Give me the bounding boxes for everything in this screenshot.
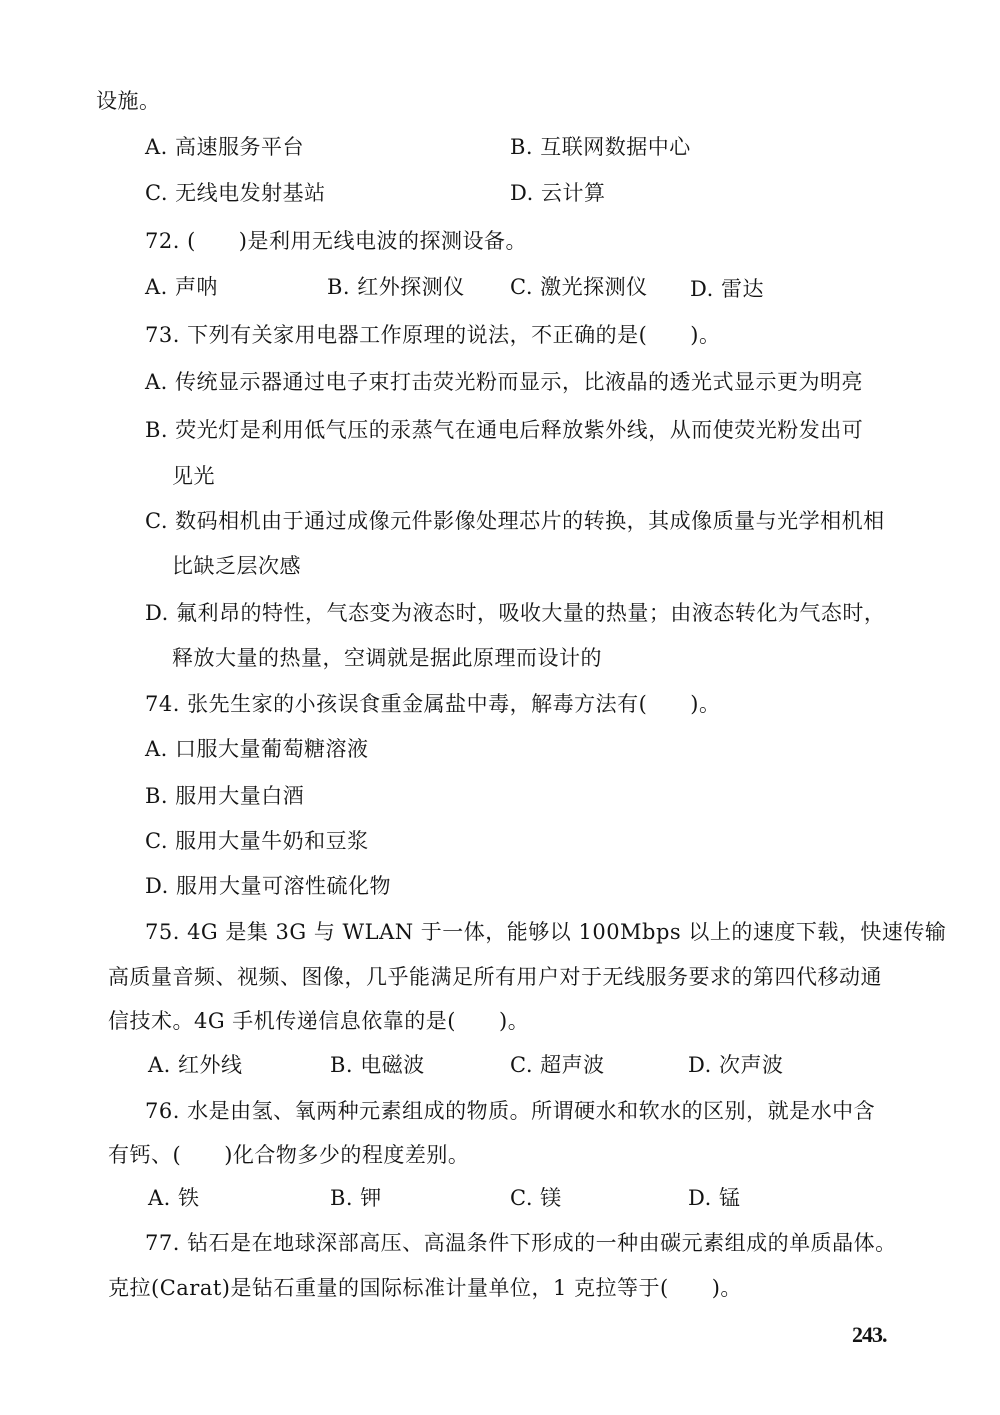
q71-option-b: B. 互联网数据中心 (510, 135, 691, 159)
q76-stem-line2: 有钙、( )化合物多少的程度差别。 (108, 1143, 470, 1167)
q72-option-c: C. 激光探测仪 (510, 275, 648, 299)
q72-option-a: A. 声呐 (145, 275, 219, 299)
q75-stem-line1: 75. 4G 是集 3G 与 WLAN 于一体，能够以 100Mbps 以上的速度下载，快速传输 (145, 920, 947, 944)
q71-option-a: A. 高速服务平台 (145, 135, 305, 159)
page-number: 243. (852, 1322, 887, 1347)
q75-option-b: B. 电磁波 (330, 1053, 425, 1077)
q77-stem-line2: 克拉(Carat)是钻石重量的国际标准计量单位，1 克拉等于( )。 (108, 1276, 742, 1300)
q72-option-d: D. 雷达 (690, 277, 764, 301)
q72-stem: 72. ( )是利用无线电波的探测设备。 (145, 229, 527, 253)
q74-option-c: C. 服用大量牛奶和豆浆 (145, 829, 369, 853)
q75-option-a: A. 红外线 (148, 1053, 243, 1077)
q76-option-a: A. 铁 (148, 1186, 200, 1210)
q74-option-d: D. 服用大量可溶性硫化物 (145, 874, 391, 898)
q76-option-d: D. 锰 (688, 1186, 741, 1210)
q71-option-d: D. 云计算 (510, 181, 606, 205)
q73-stem: 73. 下列有关家用电器工作原理的说法，不正确的是( )。 (145, 323, 721, 347)
q71-stem-tail: 设施。 (96, 89, 161, 113)
q74-option-a: A. 口服大量葡萄糖溶液 (145, 737, 369, 761)
q73-option-a: A. 传统显示器通过电子束打击荧光粉而显示，比液晶的透光式显示更为明亮 (145, 370, 864, 394)
q73-option-d-line2: 释放大量的热量，空调就是据此原理而设计的 (172, 646, 602, 670)
q76-option-b: B. 钾 (330, 1186, 382, 1210)
q75-stem-line3: 信技术。4G 手机传递信息依靠的是( )。 (108, 1009, 530, 1033)
q73-option-c-line2: 比缺乏层次感 (172, 554, 301, 578)
q75-stem-line2: 高质量音频、视频、图像，几乎能满足所有用户对于无线服务要求的第四代移动通 (108, 965, 882, 989)
q76-stem-line1: 76. 水是由氢、氧两种元素组成的物质。所谓硬水和软水的区别，就是水中含 (145, 1099, 876, 1123)
q75-option-c: C. 超声波 (510, 1053, 605, 1077)
q73-option-d-line1: D. 氟利昂的特性，气态变为液态时，吸收大量的热量；由液态转化为气态时， (145, 601, 886, 625)
q73-option-c-line1: C. 数码相机由于通过成像元件影像处理芯片的转换，其成像质量与光学相机相 (145, 509, 885, 533)
q74-option-b: B. 服用大量白酒 (145, 784, 305, 808)
q74-stem: 74. 张先生家的小孩误食重金属盐中毒，解毒方法有( )。 (145, 692, 721, 716)
q73-option-b-line2: 见光 (172, 464, 215, 488)
q72-option-b: B. 红外探测仪 (327, 275, 465, 299)
q75-option-d: D. 次声波 (688, 1053, 784, 1077)
q77-stem-line1: 77. 钻石是在地球深部高压、高温条件下形成的一种由碳元素组成的单质晶体。 (145, 1231, 897, 1255)
q71-option-c: C. 无线电发射基站 (145, 181, 326, 205)
q73-option-b-line1: B. 荧光灯是利用低气压的汞蒸气在通电后释放紫外线，从而使荧光粉发出可 (145, 418, 864, 442)
q76-option-c: C. 镁 (510, 1186, 562, 1210)
